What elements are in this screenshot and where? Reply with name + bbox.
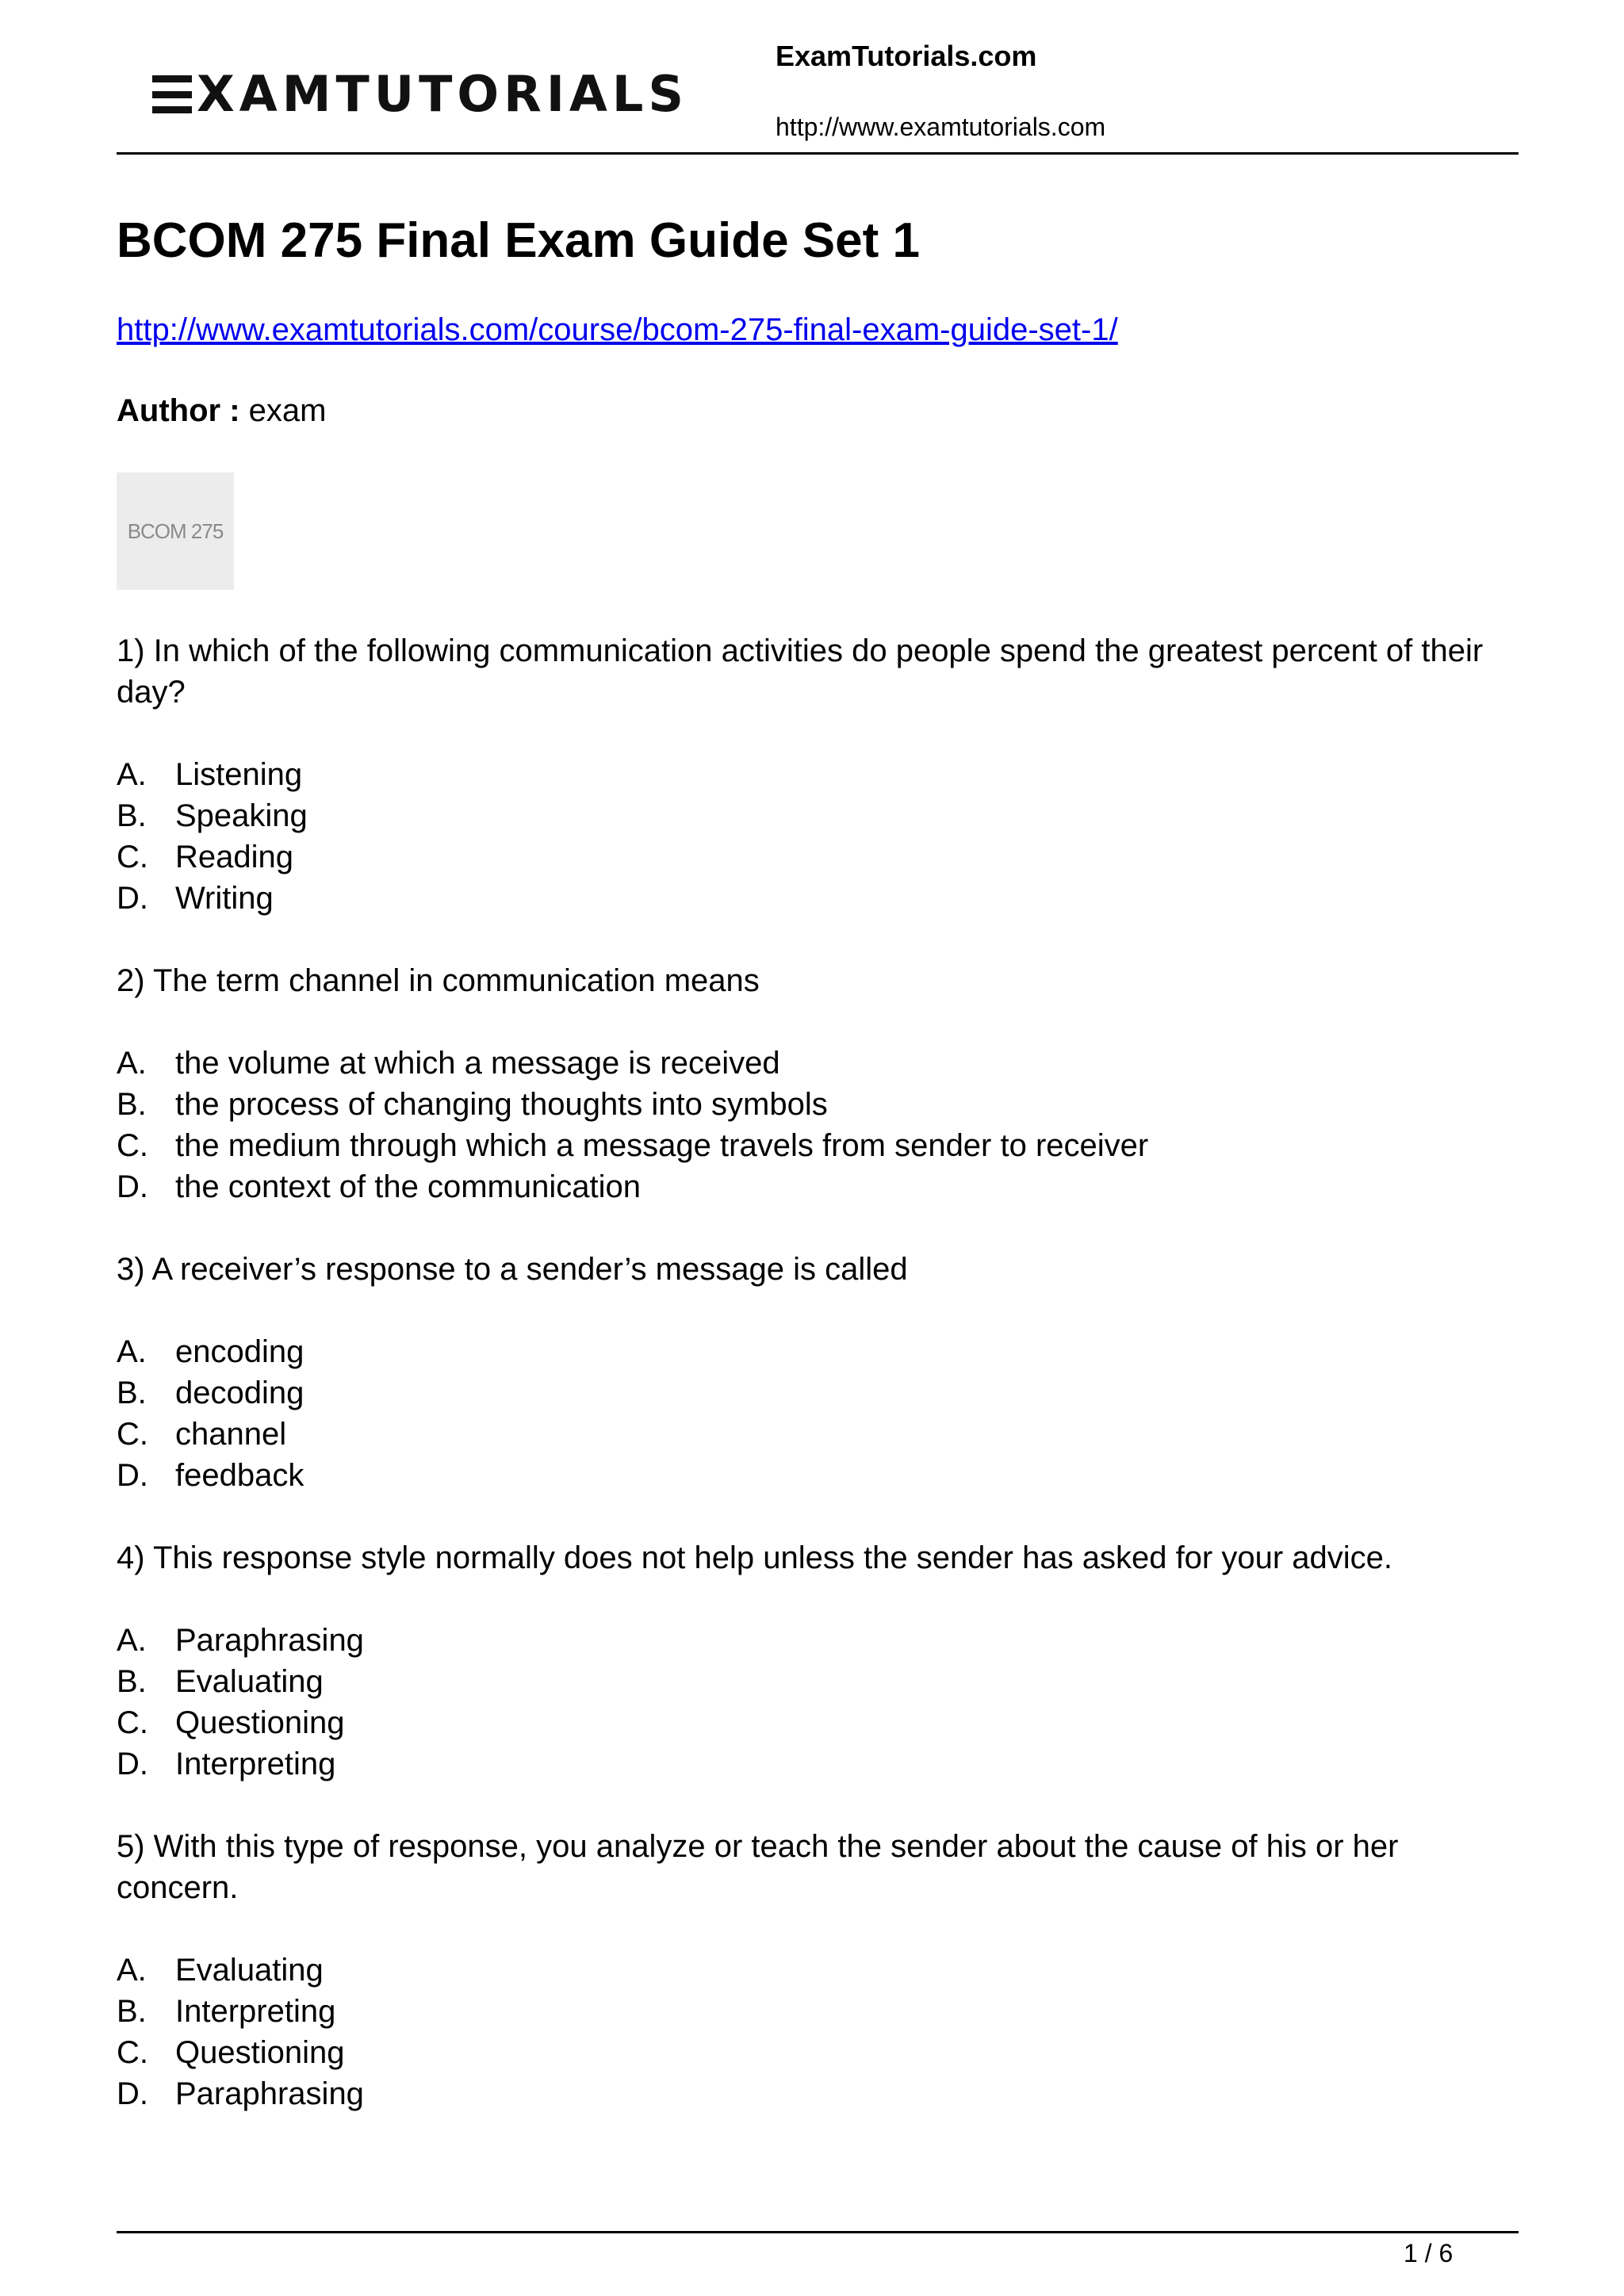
option-list [117, 1331, 1528, 1496]
option-list [117, 754, 1528, 919]
question-item [117, 1537, 1528, 1785]
option-item [117, 836, 1528, 878]
option-text: Paraphrasing [175, 1623, 364, 1658]
option-list [117, 1043, 1528, 1207]
option-item [117, 1620, 1528, 1661]
course-thumbnail [117, 473, 234, 590]
option-item [117, 1414, 1528, 1455]
logo-e-icon [152, 75, 192, 113]
option-item [117, 1331, 1528, 1372]
option-text: encoding [175, 1334, 304, 1369]
option-letter: A. [117, 1953, 147, 1988]
option-text: Interpreting [175, 1747, 336, 1781]
option-text: feedback [175, 1458, 304, 1493]
option-item [117, 2073, 1528, 2114]
page-title: BCOM 275 Final Exam Guide Set 1 [117, 213, 920, 268]
option-text: Listening [175, 757, 303, 792]
option-item [117, 1991, 1528, 2032]
option-item [117, 2032, 1528, 2073]
site-logo [152, 67, 688, 122]
option-letter: B. [117, 1087, 147, 1122]
option-text: Speaking [175, 798, 308, 833]
option-text: the medium through which a message travels from sender to receiver [175, 1128, 1149, 1163]
question-item [117, 630, 1528, 919]
option-letter: C. [117, 1705, 148, 1740]
question-text: 3) A receiver’s response to a sender’s message is called [117, 1252, 908, 1287]
option-text: Paraphrasing [175, 2076, 364, 2111]
option-letter: A. [117, 1623, 147, 1658]
option-list [117, 1950, 1528, 2114]
option-letter: C. [117, 840, 148, 874]
option-text: Questioning [175, 1705, 345, 1740]
option-letter: B. [117, 1376, 147, 1410]
question-text: 5) With this type of response, you analyze or teach the sender about the cause of his or her concern. [117, 1829, 1399, 1905]
option-text: the volume at which a message is received [175, 1046, 780, 1081]
author-value: exam [248, 393, 327, 428]
option-letter: C. [117, 2035, 148, 2070]
question-item [117, 960, 1528, 1207]
header-site-url: http://www.examtutorials.com [776, 113, 1106, 141]
option-letter: D. [117, 881, 148, 916]
option-list [117, 1620, 1528, 1785]
option-text: Evaluating [175, 1953, 324, 1988]
option-item [117, 754, 1528, 795]
option-letter: D. [117, 2076, 148, 2111]
question-text: 2) The term channel in communication means [117, 963, 760, 998]
option-item [117, 1950, 1528, 1991]
option-letter: D. [117, 1747, 148, 1781]
option-text: Reading [175, 840, 294, 874]
question-text: 1) In which of the following communication activities do people spend the greatest percent of their day? [117, 633, 1484, 710]
option-text: Questioning [175, 2035, 345, 2070]
option-text: the process of changing thoughts into symbols [175, 1087, 828, 1122]
option-item [117, 1372, 1528, 1414]
option-text: Evaluating [175, 1664, 324, 1699]
option-item [117, 1661, 1528, 1702]
question-item [117, 1249, 1528, 1496]
page-number: 1 / 6 [1404, 2239, 1454, 2267]
author-line [117, 393, 326, 429]
thumbnail-text: BCOM 275 [127, 519, 224, 543]
author-label: Author : [117, 393, 240, 428]
question-list [117, 630, 1528, 2156]
option-item [117, 1043, 1528, 1084]
logo-text: XAMTUTORIALS [197, 65, 689, 123]
option-letter: B. [117, 798, 147, 833]
option-letter: A. [117, 1334, 147, 1369]
option-letter: B. [117, 1994, 147, 2029]
option-item [117, 878, 1528, 919]
option-text: Interpreting [175, 1994, 336, 2029]
course-link[interactable]: http://www.examtutorials.com/course/bcom-275-final-exam-guide-set-1/ [117, 312, 1118, 347]
option-letter: A. [117, 757, 147, 792]
header-site-name: ExamTutorials.com [776, 40, 1037, 72]
option-text: Writing [175, 881, 274, 916]
option-item [117, 795, 1528, 836]
option-letter: A. [117, 1046, 147, 1081]
option-letter: D. [117, 1458, 148, 1493]
option-text: the context of the communication [175, 1169, 641, 1204]
option-item [117, 1743, 1528, 1785]
header-divider [117, 152, 1519, 155]
option-item [117, 1166, 1528, 1207]
option-item [117, 1455, 1528, 1496]
option-text: channel [175, 1417, 287, 1452]
option-letter: C. [117, 1128, 148, 1163]
option-letter: C. [117, 1417, 148, 1452]
option-item [117, 1702, 1528, 1743]
footer-divider [117, 2231, 1519, 2233]
question-item [117, 1826, 1528, 2114]
question-text: 4) This response style normally does not help unless the sender has asked for your advice. [117, 1540, 1393, 1575]
option-letter: B. [117, 1664, 147, 1699]
option-item [117, 1125, 1528, 1166]
option-item [117, 1084, 1528, 1125]
option-text: decoding [175, 1376, 304, 1410]
option-letter: D. [117, 1169, 148, 1204]
